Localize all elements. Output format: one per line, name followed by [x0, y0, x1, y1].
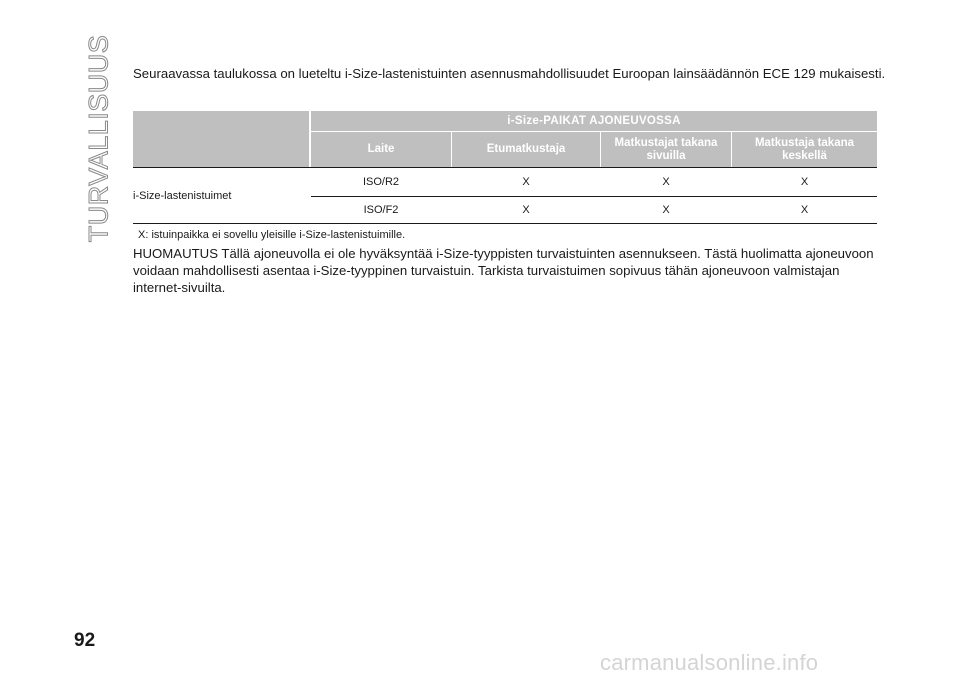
table-footnote: X: istuinpaikka ei sovellu yleisille i-Size-lastenistuimille. [138, 229, 406, 241]
column-header-device: Laite [311, 132, 451, 167]
section-title-text: TURVALLISUUS [83, 34, 114, 242]
column-header-rear-sides: Matkustajat takana sivuilla [601, 132, 731, 167]
table-cell-device: ISO/F2 [363, 204, 399, 216]
column-header-front: Etumatkustaja [452, 132, 600, 167]
table-cell-front: X [522, 175, 530, 188]
table-cell-rear-center: X [800, 204, 809, 216]
column-header-rear-center: Matkustaja takana keskellä [732, 132, 877, 167]
table-rule [133, 223, 877, 224]
table-cell-front: X [522, 204, 530, 216]
table-cell-device: ISO/R2 [362, 175, 400, 188]
intro-text: Seuraavassa taulukossa on lueteltu i-Size-lastenistuinten asennusmahdollisuudet Euroopan lainsäädännön ECE 129 mukaisesti. [133, 66, 886, 81]
section-title [83, 34, 114, 242]
table-cell-rear-sides: X [662, 204, 670, 216]
table-cell-rear-sides: X [662, 175, 670, 188]
watermark-text: carmanualsonline.info [600, 650, 819, 675]
notice-paragraph: HUOMAUTUS Tällä ajoneuvolla ei ole hyväksyntää i-Size-tyyppisten turvaistuinten asennukseen. Tästä huolimatta ajoneuvoon voidaan mahdollisesti asentaa i-Size-tyyppinen turvaistuin. Tarkista turvaistuimen sopivuus tähän ajoneuvoon valmistajan internet-sivuilta. [133, 246, 874, 295]
page-number: 92 [74, 630, 96, 651]
row-label: i-Size-lastenistuimet [133, 189, 232, 202]
table-group-header: i-Size-PAIKAT AJONEUVOSSA [311, 111, 877, 132]
table-cell-rear-center: X [800, 175, 809, 188]
